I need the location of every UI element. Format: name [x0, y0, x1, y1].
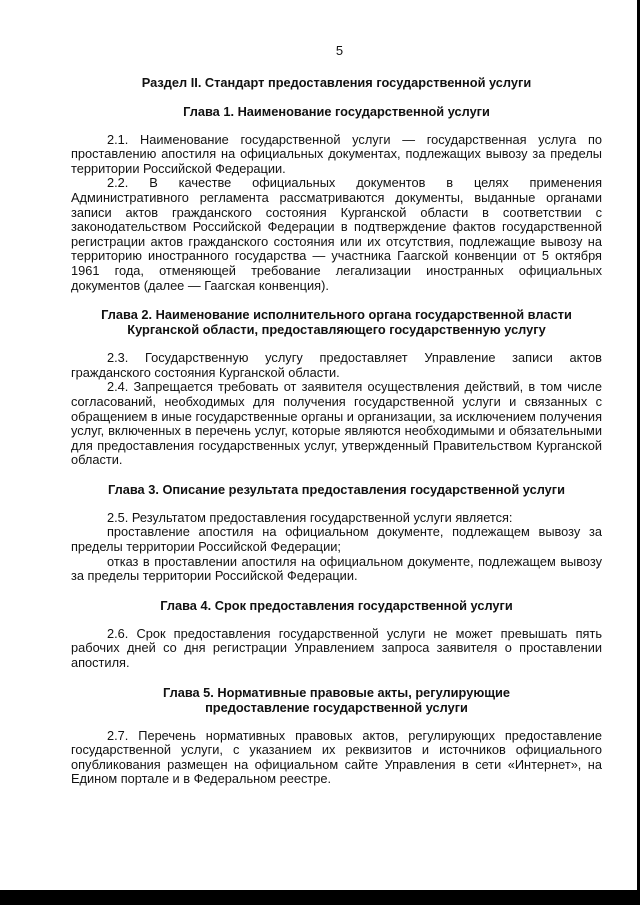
paragraph-2-4: 2.4. Запрещается требовать от заявителя осуществления действий, в том числе согласований, необходимых для получения государственной услуги и связанных с обращением в иные государственные органы и организации, за исключением получения услуг, включенных в перечень услуг, которые являются необходимыми и обязательными для предоставления государственных услуг, утвержденный Правительством Курганской области.	[71, 379, 602, 468]
paragraph-2-5: 2.5. Результатом предоставления государственной услуги является:	[107, 509, 513, 525]
chapter-2-title: Глава 2. Наименование исполнительного органа государственной власти Курганской области, предоставляющего государственную услугу	[101, 307, 572, 338]
chapter-1-title: Глава 1. Наименование государственной услуги	[183, 103, 490, 119]
paragraph-2-3: 2.3. Государственную услугу предоставляет Управление записи актов гражданского состояния Курганской области.	[71, 350, 602, 380]
paragraph-2-6: 2.6. Срок предоставления государственной услуги не может превышать пять рабочих дней со дня регистрации Управлением запроса заявителя о проставлении апостиля.	[71, 625, 602, 671]
chapter-5-title: Глава 5. Нормативные правовые акты, регулирующие предоставление государственной услуги	[162, 684, 511, 715]
chapter-4-title: Глава 4. Срок предоставления государственной услуги	[160, 597, 513, 613]
page-content	[71, 44, 602, 787]
paragraph-2-7: 2.7. Перечень нормативных правовых актов, регулирующих предоставление государственной услуги, с указанием их реквизитов и источников официального опубликования размещен на официальном сайте Управления в сети «Интернет», на Едином портале и в Федеральном реестре.	[71, 727, 602, 787]
paragraph-result-refusal: отказ в проставлении апостиля на официальном документе, подлежащем вывозу за пределы территории Российской Федерации.	[71, 553, 602, 584]
paragraph-result-apostille: проставление апостиля на официальном документе, подлежащем вывозу за пределы территории Российской Федерации;	[71, 524, 602, 555]
chapter-3-title: Глава 3. Описание результата предоставления государственной услуги	[108, 481, 565, 497]
paragraph-2-2: 2.2. В качестве официальных документов в целях применения Административного регламента рассматриваются документы, выданные органами записи актов гражданского состояния Курганской области в соответствии с законодательством Российской Федерации в подтверждение фактов государственной регистрации актов гражданского состояния или их отсутствия, подлежащие вывозу на территорию иностранного государства — участника Гаагской конвенции от 5 октября 1961 года, отменяющей требование легализации иностранных официальных документов (далее — Гаагская конвенция).	[71, 175, 602, 293]
paragraph-2-1: 2.1. Наименование государственной услуги — государственная услуга по проставлению апостиля на официальных документах, подлежащих вывозу за пределы территории Российской Федерации.	[71, 131, 602, 176]
section-title: Раздел II. Стандарт предоставления государственной услуги	[141, 74, 532, 90]
page-number: 5	[335, 43, 344, 58]
